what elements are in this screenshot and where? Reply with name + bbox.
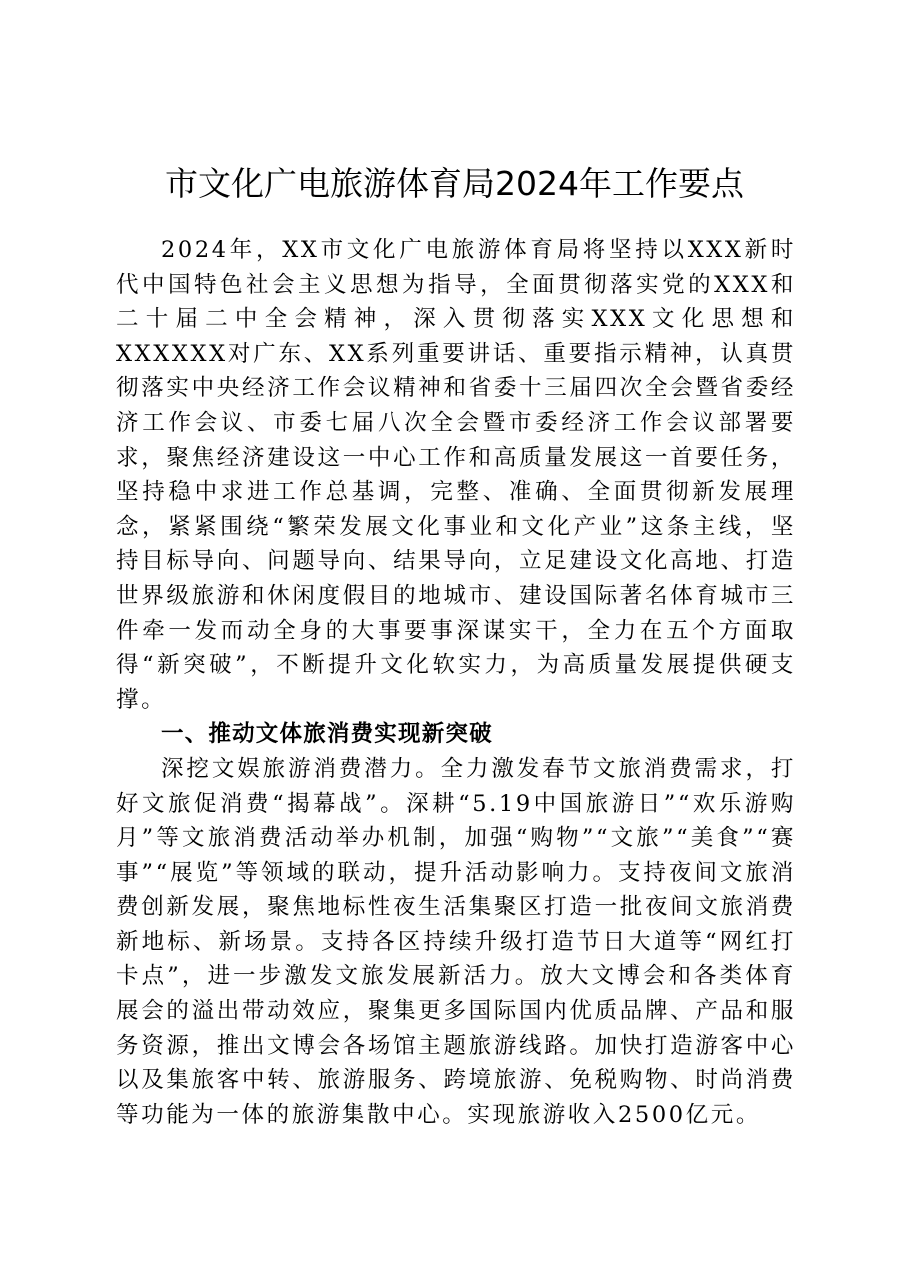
document-title: 市文化广电旅游体育局2024年工作要点	[165, 164, 744, 203]
section-heading-1: 一、推动文体旅消费实现新突破	[161, 721, 493, 748]
section-1-paragraph: 深挖文娱旅游消费潜力。全力激发春节文旅消费需求，打好文旅促消费“揭幕战”。深耕“5.19中国旅游日”“欢乐游购月”等文旅消费活动举办机制，加强“购物”“文旅”“美食”“赛事”“展览”等领域的联动，提升活动影响力。支持夜间文旅消费创新发展，聚焦地标性夜生活集聚区打造一批夜间文旅消费新地标、新场景。支持各区持续升级打造节日大道等“网红打卡点”，进一步激发文旅发展新活力。放大文博会和各类体育展会的溢出带动效应，聚集更多国际国内优质品牌、产品和服务资源，推出文博会各场馆主题旅游线路。加快打造游客中心以及集旅客中转、旅游服务、跨境旅游、免税购物、时尚消费等功能为一体的旅游集散中心。实现旅游收入2500亿元。	[116, 755, 796, 1128]
document-body	[116, 233, 796, 1132]
intro-paragraph: 2024年，XX市文化广电旅游体育局将坚持以XXX新时代中国特色社会主义思想为指导，全面贯彻落实党的XXX和二十届二中全会精神，深入贯彻落实XXX文化思想和XXXXXX对广东、XX系列重要讲话、重要指示精神，认真贯彻落实中央经济工作会议精神和省委十三届四次全会暨省委经济工作会议、市委七届八次全会暨市委经济工作会议部署要求，聚焦经济建设这一中心工作和高质量发展这一首要任务，坚持稳中求进工作总基调，完整、准确、全面贯彻新发展理念，紧紧围绕“繁荣发展文化事业和文化产业”这条主线，坚持目标导向、问题导向、结果导向，立足建设文化高地、打造世界级旅游和休闲度假目的地城市、建设国际著名体育城市三件牵一发而动全身的大事要事深谋实干，全力在五个方面取得“新突破”，不断提升文化软实力，为高质量发展提供硬支撑。	[116, 237, 796, 713]
